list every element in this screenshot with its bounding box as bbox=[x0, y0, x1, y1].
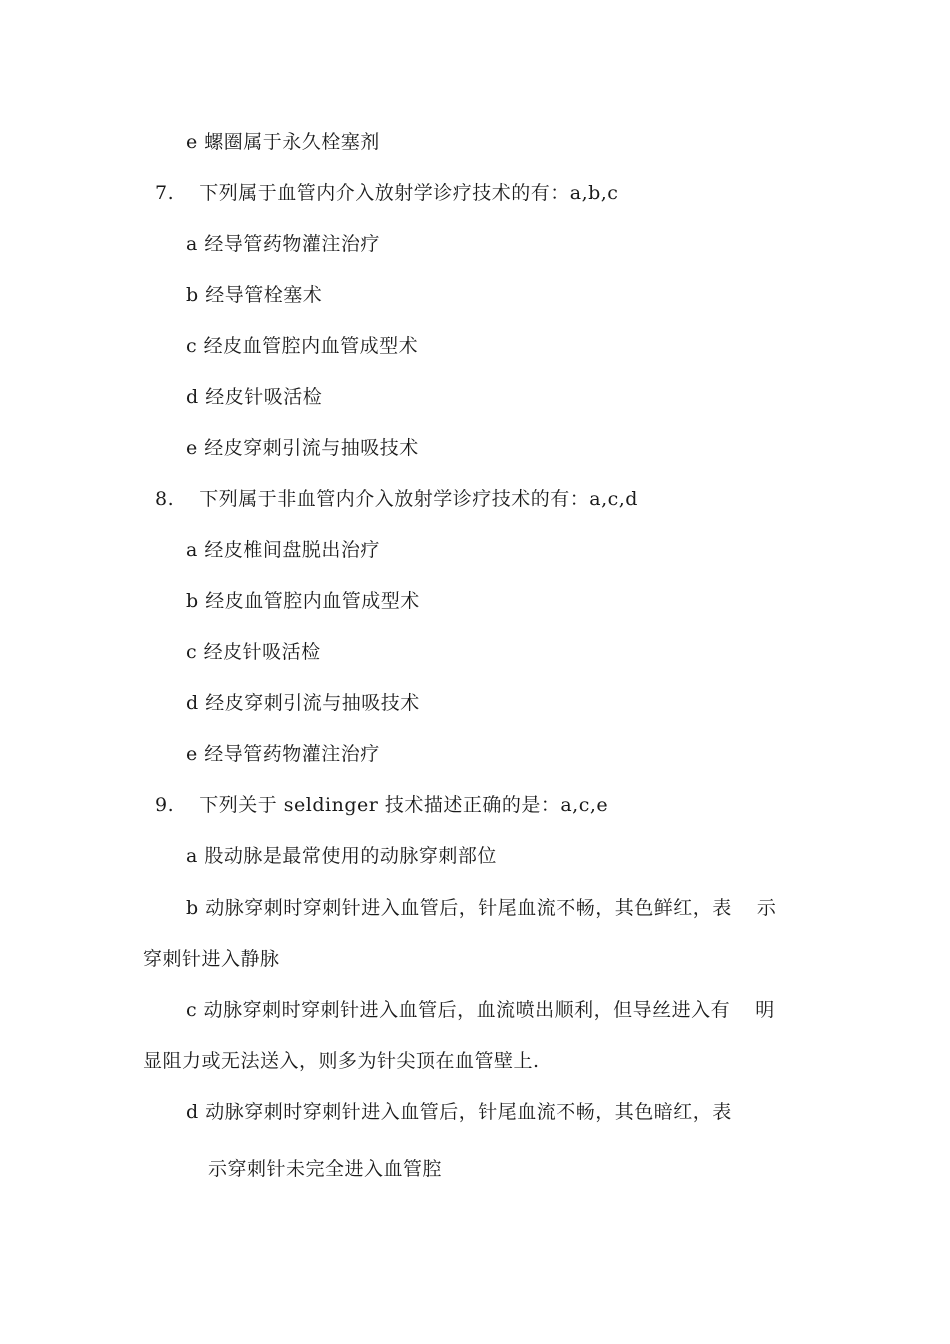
q8-option-a: a 经皮椎间盘脱出治疗 bbox=[186, 539, 380, 561]
q7-option-b: b 经导管栓塞术 bbox=[186, 284, 323, 306]
q7-stem: 下列属于血管内介入放射学诊疗技术的有：a,b,c bbox=[199, 182, 619, 204]
q8-option-d: d 经皮穿刺引流与抽吸技术 bbox=[186, 692, 420, 714]
q9-stem-line bbox=[155, 793, 608, 817]
q6-option-e: e 螺圈属于永久栓塞剂 bbox=[186, 131, 380, 153]
q9-stem: 下列关于 seldinger 技术描述正确的是：a,c,e bbox=[199, 794, 609, 816]
q9-option-b-end: 示 bbox=[756, 897, 777, 919]
q9-option-b-text: b 动脉穿刺时穿刺针进入血管后，针尾血流不畅，其色鲜红，表 bbox=[186, 897, 732, 919]
q9-option-c-line2: 显阻力或无法送入，则多为针尖顶在血管壁上. bbox=[143, 1050, 540, 1072]
q7-number: 7. bbox=[155, 182, 175, 204]
q8-option-e: e 经导管药物灌注治疗 bbox=[186, 743, 380, 765]
q8-stem-line bbox=[155, 487, 638, 511]
q9-number: 9. bbox=[155, 794, 175, 816]
q7-option-e: e 经皮穿刺引流与抽吸技术 bbox=[186, 437, 419, 459]
q9-option-c-line1 bbox=[186, 998, 775, 1022]
q7-option-a: a 经导管药物灌注治疗 bbox=[186, 233, 380, 255]
q9-option-b-line2: 穿刺针进入静脉 bbox=[143, 948, 280, 970]
q7-option-d: d 经皮针吸活检 bbox=[186, 386, 323, 408]
q9-option-a: a 股动脉是最常使用的动脉穿刺部位 bbox=[186, 845, 497, 867]
q8-option-b: b 经皮血管腔内血管成型术 bbox=[186, 590, 420, 612]
q9-option-c-text: c 动脉穿刺时穿刺针进入血管后，血流喷出顺利，但导丝进入有 bbox=[186, 999, 731, 1021]
q9-option-c-end: 明 bbox=[755, 999, 775, 1021]
q7-option-c: c 经皮血管腔内血管成型术 bbox=[186, 335, 419, 357]
q9-option-d-line1: d 动脉穿刺时穿刺针进入血管后，针尾血流不畅，其色暗红，表 bbox=[186, 1101, 732, 1123]
q8-number: 8. bbox=[155, 488, 175, 510]
q8-option-c: c 经皮针吸活检 bbox=[186, 641, 321, 663]
q9-option-d-line2: 示穿刺针未完全进入血管腔 bbox=[208, 1158, 443, 1180]
q9-option-b-line1 bbox=[186, 896, 776, 920]
q7-stem-line bbox=[155, 181, 618, 205]
q8-stem: 下列属于非血管内介入放射学诊疗技术的有：a,c,d bbox=[199, 488, 638, 510]
